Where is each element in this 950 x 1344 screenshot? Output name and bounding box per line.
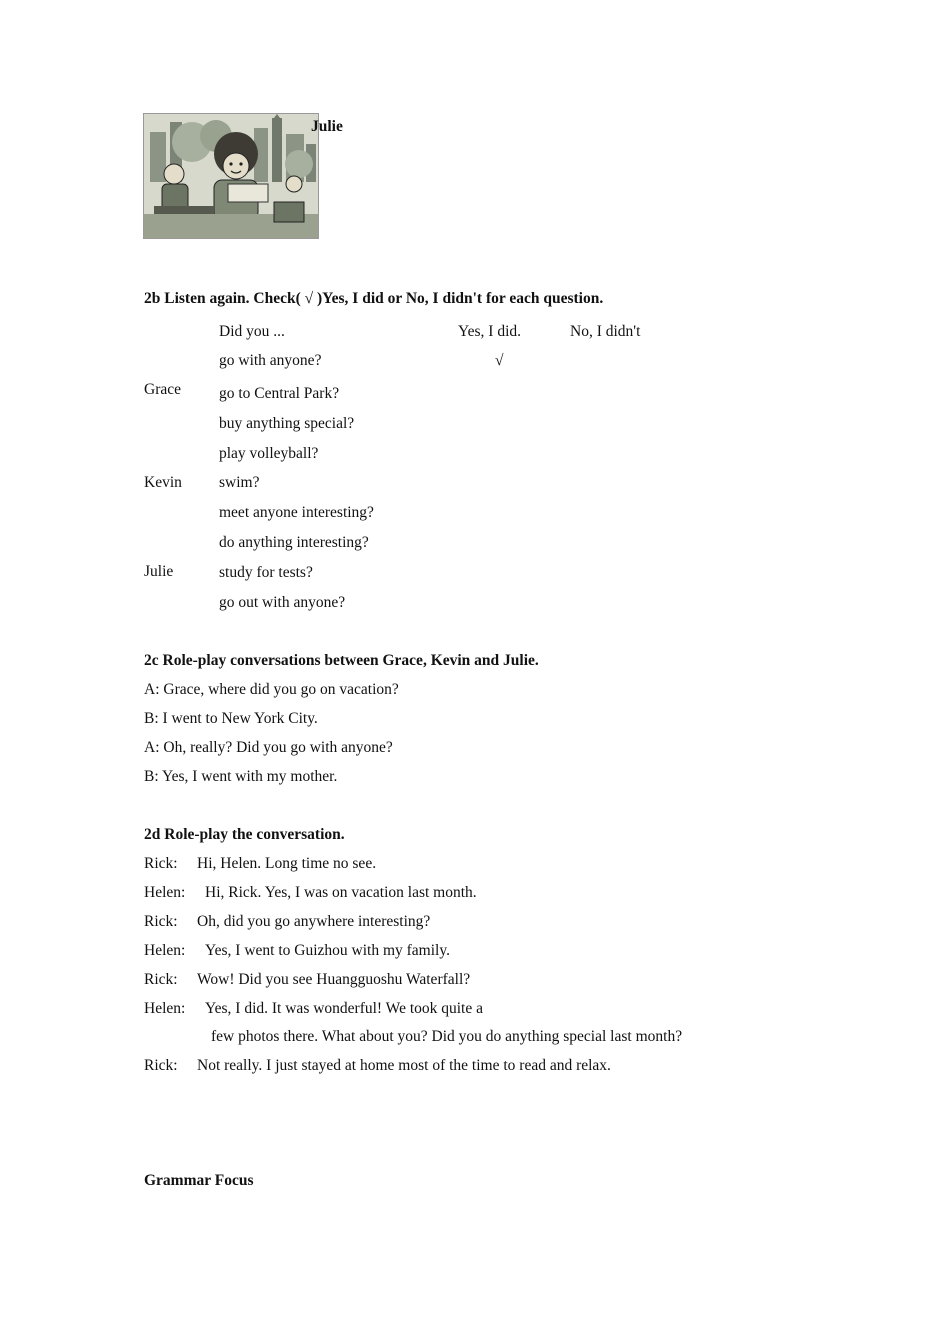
- dialogue-line: A: Grace, where did you go on vacation?: [144, 681, 399, 698]
- speaker-label: Helen:: [144, 942, 186, 959]
- heading-grammar-focus: Grammar Focus: [144, 1172, 254, 1189]
- dialogue-line: A: Oh, really? Did you go with anyone?: [144, 739, 393, 756]
- student-name-julie: Julie: [144, 563, 174, 580]
- speaker-label: Rick:: [144, 971, 178, 988]
- speaker-label: Rick:: [144, 1057, 178, 1074]
- header-question: Did you ...: [219, 323, 285, 340]
- dialogue-line: B: I went to New York City.: [144, 710, 318, 727]
- speaker-label: Helen:: [144, 884, 186, 901]
- question-cell: swim?: [219, 474, 260, 491]
- speech-text: Hi, Helen. Long time no see.: [197, 855, 377, 872]
- student-name-grace: Grace: [144, 381, 181, 398]
- julie-illustration: [143, 113, 319, 239]
- question-cell: buy anything special?: [219, 415, 355, 432]
- speech-text: Yes, I did. It was wonderful! We took quite a: [205, 1000, 484, 1017]
- header-yes: Yes, I did.: [458, 323, 522, 340]
- speech-text: Wow! Did you see Huangguoshu Waterfall?: [197, 971, 471, 988]
- figure-caption: Julie: [311, 118, 343, 135]
- speaker-label: Helen:: [144, 1000, 186, 1017]
- speech-text: Yes, I went to Guizhou with my family.: [205, 942, 450, 959]
- speech-text: Not really. I just stayed at home most of the time to read and relax.: [197, 1057, 611, 1074]
- speech-text: Hi, Rick. Yes, I was on vacation last month.: [205, 884, 477, 901]
- speaker-label: Rick:: [144, 855, 178, 872]
- heading-2d: 2d Role-play the conversation.: [144, 826, 345, 843]
- student-name-kevin: Kevin: [144, 474, 182, 491]
- dialogue-line: B: Yes, I went with my mother.: [144, 768, 338, 785]
- city-scene-image: [144, 114, 318, 238]
- speech-text: Oh, did you go anywhere interesting?: [197, 913, 431, 930]
- question-cell: go with anyone?: [219, 352, 322, 369]
- question-cell: do anything interesting?: [219, 534, 369, 551]
- yes-check-mark: √: [495, 352, 504, 369]
- question-cell: study for tests?: [219, 564, 313, 581]
- heading-2c: 2c Role-play conversations between Grace, Kevin and Julie.: [144, 652, 539, 669]
- question-cell: meet anyone interesting?: [219, 504, 374, 521]
- question-cell: play volleyball?: [219, 445, 319, 462]
- question-cell: go out with anyone?: [219, 594, 346, 611]
- speaker-label: Rick:: [144, 913, 178, 930]
- heading-2b: 2b Listen again. Check( √ )Yes, I did or No, I didn't for each question.: [144, 290, 604, 307]
- speech-text-continued: few photos there. What about you? Did you do anything special last month?: [211, 1028, 683, 1045]
- header-no: No, I didn't: [570, 323, 641, 340]
- question-cell: go to Central Park?: [219, 385, 340, 402]
